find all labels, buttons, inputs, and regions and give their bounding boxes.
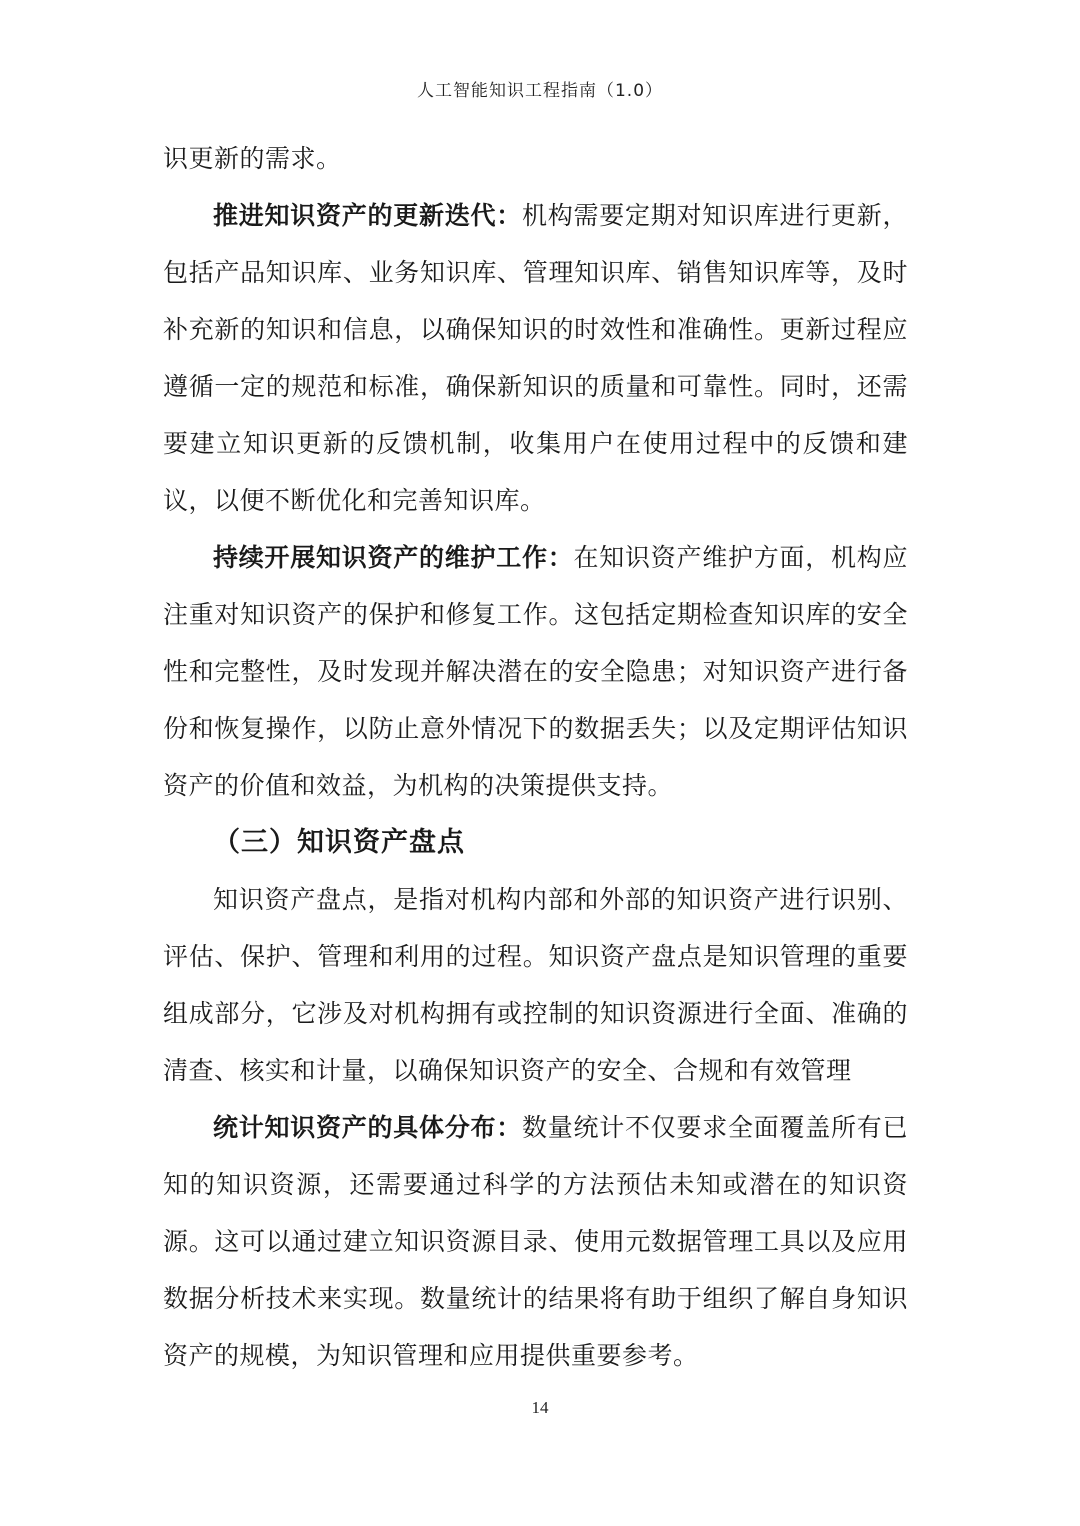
paragraph-text: 在知识资产维护方面，机构应注重对知识资产的保护和修复工作。这包括定期检查知识库的安全性和完整性，及时发现并解决潜在的安全隐患；对知识资产进行备份和恢复操作，以防止意外情况下的数据丢失；以及定期评估知识资产的价值和效益，为机构的决策提供支持。 bbox=[163, 543, 908, 800]
section-heading: （三）知识资产盘点 bbox=[213, 827, 465, 858]
paragraph-text: 知识资产盘点，是指对机构内部和外部的知识资产进行识别、评估、保护、管理和利用的过程。知识资产盘点是知识管理的重要组成部分，它涉及对机构拥有或控制的知识资源进行全面、准确的清查、核实和计量，以确保知识资产的安全、合规和有效管理 bbox=[163, 885, 908, 1085]
paragraph-lead: 统计知识资产的具体分布： bbox=[213, 1113, 522, 1142]
paragraph-inventory-definition bbox=[163, 871, 908, 1099]
paragraph-text: 数量统计不仅要求全面覆盖所有已知的知识资源，还需要通过科学的方法预估未知或潜在的知识资源。这可以通过建立知识资源目录、使用元数据管理工具以及应用数据分析技术来实现。数量统计的结果将有助于组织了解自身知识资产的规模，为知识管理和应用提供重要参考。 bbox=[163, 1113, 908, 1370]
paragraph-text: 机构需要定期对知识库进行更新，包括产品知识库、业务知识库、管理知识库、销售知识库等，及时补充新的知识和信息，以确保知识的时效性和准确性。更新过程应遵循一定的规范和标准，确保新知识的质量和可靠性。同时，还需要建立知识更新的反馈机制，收集用户在使用过程中的反馈和建议，以便不断优化和完善知识库。 bbox=[163, 201, 908, 515]
paragraph-lead: 推进知识资产的更新迭代： bbox=[213, 201, 522, 230]
document-body bbox=[163, 130, 908, 1384]
running-header: 人工智能知识工程指南（1.0） bbox=[416, 81, 664, 101]
page-number: 14 bbox=[531, 1398, 549, 1417]
paragraph-distribution-statistics bbox=[163, 1099, 908, 1384]
paragraph-knowledge-update bbox=[163, 187, 908, 529]
paragraph-text: 识更新的需求。 bbox=[163, 144, 342, 173]
paragraph-continuation bbox=[163, 130, 908, 187]
paragraph-lead: 持续开展知识资产的维护工作： bbox=[213, 543, 574, 572]
paragraph-knowledge-maintenance bbox=[163, 529, 908, 814]
